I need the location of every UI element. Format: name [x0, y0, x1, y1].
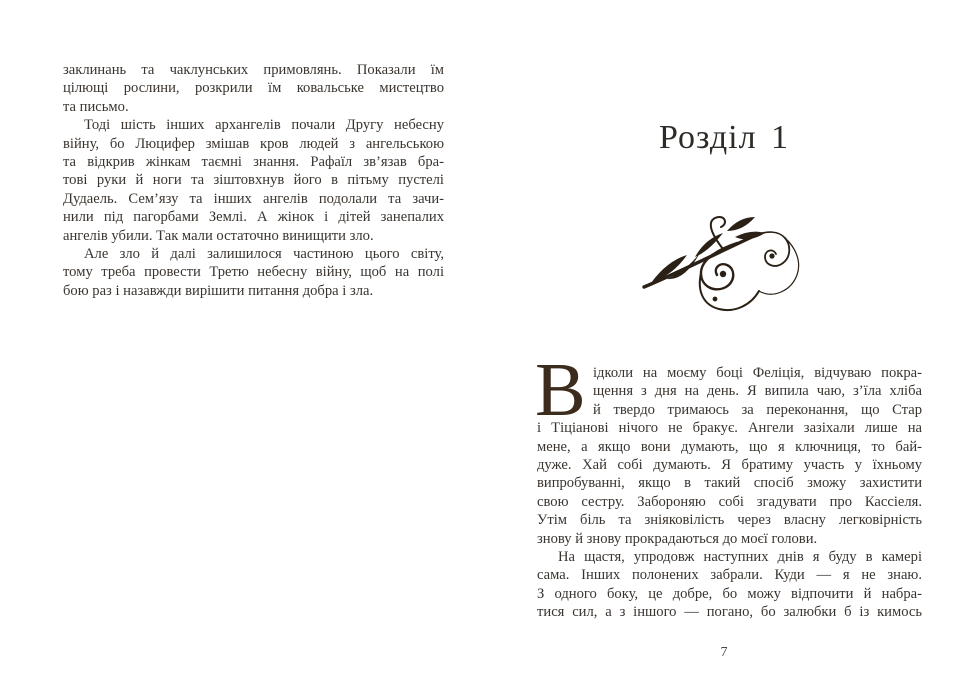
- text-line: З одного боку, це добре, бо можу відпочити й набра-: [537, 585, 922, 602]
- text-line: випробуванні, якщо в такий спосіб зможу захистити: [537, 475, 922, 492]
- text-line: ангелів убили. Так мали остаточно винищити зло.: [63, 227, 374, 244]
- text-line: Тоді шість інших архангелів почали Другу небесну: [84, 117, 444, 134]
- text-line: мене, а якщо вони думають, що я ключниця, то бай-: [537, 438, 922, 455]
- left-page-text: [63, 61, 444, 300]
- paragraph: [63, 245, 444, 300]
- right-page: [483, 0, 965, 700]
- text-line: тися сил, а з іншого — погано, бо залюбки б із кимось: [537, 604, 922, 621]
- drop-cap: В: [535, 348, 586, 432]
- chapter-title: Розділ 1: [658, 119, 790, 156]
- text-line: тові руки й ноги та зіштовхнув його в пітьму пустелі: [63, 172, 444, 189]
- paragraph: [537, 364, 922, 548]
- right-page-text: [535, 348, 922, 622]
- text-line: Дудаель. Сем’язу та інших ангелів подолали та зачи-: [63, 190, 444, 207]
- text-line: дуже. Хай собі думають. Я братиму участь у їхньому: [537, 457, 922, 474]
- text-line: цілющі рослини, розкрили їм ковальське мистецтво: [63, 80, 444, 97]
- text-line: й твердо тримаюсь за переконання, що Стар: [593, 401, 922, 418]
- text-line: та письмо.: [63, 98, 129, 115]
- text-line: бою раз і назавжди вирішити питання добра і зла.: [63, 282, 374, 299]
- text-line: заклинань та чаклунських примовлянь. Показали їм: [63, 62, 444, 78]
- paragraph: [63, 116, 444, 245]
- text-line: На щастя, упродовж наступних днів я буду в камері: [558, 549, 922, 566]
- text-line: тому треба провести Третю небесну війну, щоб на полі: [63, 264, 444, 281]
- text-line: сама. Інших полонених забрали. Куди — я не знаю.: [537, 567, 922, 584]
- page-number: 7: [720, 645, 728, 660]
- text-line: свою сестру. Забороняю собі згадувати про Кассіеля.: [537, 493, 922, 510]
- text-line: і Тіціанові нічого не бракує. Ангели зазіхали лише на: [537, 420, 922, 437]
- text-line: знову й знову прокрадаються до моєї голови.: [537, 530, 818, 547]
- left-page: [0, 0, 482, 700]
- text-line: війну, бо Люцифер змішав кров людей з ангельською: [63, 135, 444, 152]
- text-line: ідколи на моєму боці Феліція, відчуваю покра-: [593, 365, 922, 381]
- text-line: нили під пагорбами Землі. А жінок і дітей занепалих: [63, 209, 444, 226]
- paragraph: [63, 61, 444, 116]
- text-line: щення з дня на день. Я випила чаю, з’їла хліба: [593, 383, 922, 400]
- floral-flourish-icon: [639, 211, 811, 317]
- text-line: Але зло й далі залишилося частиною цього світу,: [84, 246, 444, 263]
- paragraph: [537, 548, 922, 622]
- text-line: та відкрив жінкам таємні знання. Рафаїл зв’язав бра-: [63, 154, 444, 171]
- text-line: Утім біль та зніяковілість через власну легковірність: [537, 512, 922, 529]
